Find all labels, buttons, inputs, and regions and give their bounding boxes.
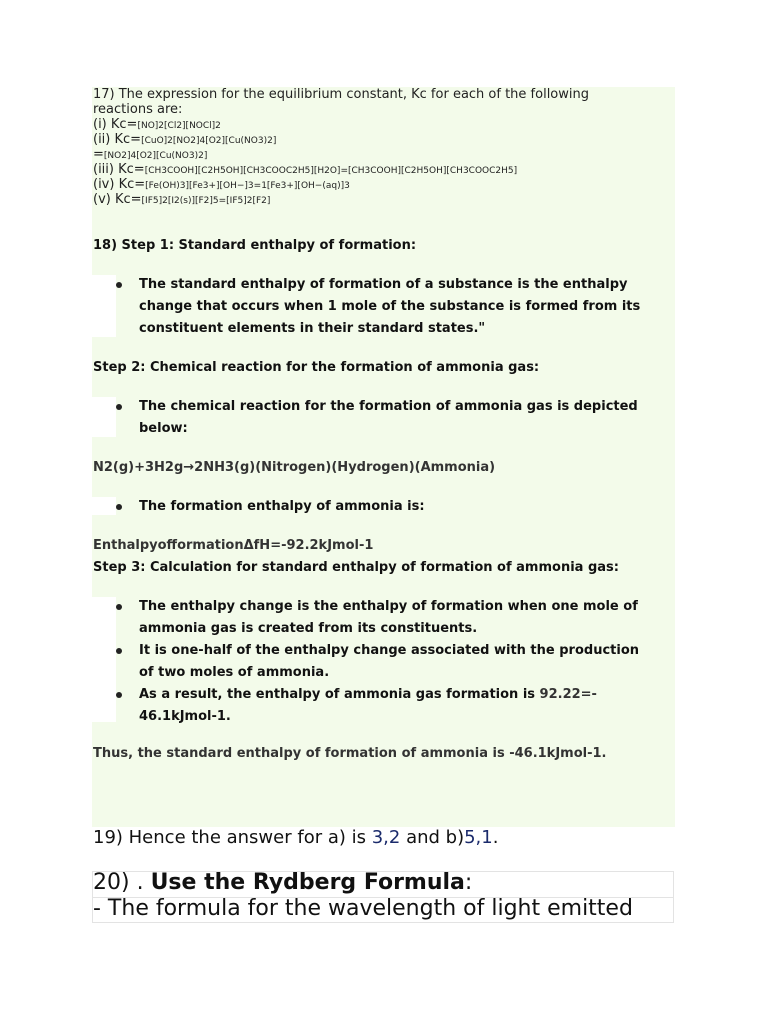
bullet-dot <box>116 504 122 510</box>
q20-heading: 20) . Use the Rydberg Formula: <box>93 870 473 895</box>
q20-line: - The formula for the wavelength of light emitted <box>93 896 633 921</box>
q17-item-v: (v) Kc=[IF5]2[I2(s)][F2]5=[IF5]2[F2] <box>93 192 271 207</box>
q17-item-iii: (iii) Kc=[CH3COOH][C2H5OH][CH3COOC2H5][H2O]=[CH3COOH][C2H5OH][CH3COOC2H5] <box>93 162 518 177</box>
bullet-dot <box>116 404 122 410</box>
q17-item-ii: (ii) Kc=[CuO]2[NO2]4[O2][Cu(NO3)2] <box>93 132 277 147</box>
enthalpy-value: EnthalpyofformationΔfH=-92.2kJmol-1 <box>93 538 374 553</box>
bullet-dot <box>116 282 122 288</box>
q18-step1-heading: 18) Step 1: Standard enthalpy of formation: <box>93 238 417 253</box>
formation-bullet: The formation enthalpy of ammonia is: <box>139 499 425 514</box>
q17-intro: 17) The expression for the equilibrium constant, Kc for each of the following <box>93 87 589 102</box>
bullet-dot <box>116 692 122 698</box>
q17-item-ii-cont: =[NO2]4[O2][Cu(NO3)2] <box>93 147 208 162</box>
step3-bullets: The enthalpy change is the enthalpy of formation when one mole of ammonia gas is created from its constituents. It is one-half of the enthalpy change associated with the production of two moles of ammonia. As a result, the enthalpy of ammonia gas formation is 92.22=- 46.1kJmol-1. <box>139 599 640 724</box>
step1-bullet: The standard enthalpy of formation of a substance is the enthalpy change that occurs when 1 mole of the substance is formed from its constituent elements in their standard states." <box>139 277 641 336</box>
q17-item-iv: (iv) Kc=[Fe(OH)3][Fe3+][OH−]3=1[Fe3+][OH−(aq)]3 <box>93 177 350 192</box>
q18-step3-heading: Step 3: Calculation for standard enthalpy of formation of ammonia gas: <box>93 560 619 575</box>
panel-notch <box>92 497 116 515</box>
panel-notch <box>92 397 116 437</box>
bullet-dot <box>116 604 122 610</box>
step2-bullet: The chemical reaction for the formation of ammonia gas is depicted below: <box>139 399 638 436</box>
bullet-dot <box>116 648 122 654</box>
q17-item-i: (i) Kc=[NO]2[Cl2][NOCl]2 <box>93 117 221 132</box>
q18-conclusion: Thus, the standard enthalpy of formation of ammonia is -46.1kJmol-1. <box>93 746 607 761</box>
panel-notch <box>92 597 116 722</box>
reaction-equation: N2(g)+3H2g→2NH3(g)(Nitrogen)(Hydrogen)(Ammonia) <box>93 460 496 475</box>
q17-intro-cont: reactions are: <box>93 102 183 117</box>
q19-answer: 19) Hence the answer for a) is 3,2 and b)5,1. <box>93 827 499 848</box>
panel-notch <box>92 275 116 337</box>
q18-step2-heading: Step 2: Chemical reaction for the formation of ammonia gas: <box>93 360 540 375</box>
